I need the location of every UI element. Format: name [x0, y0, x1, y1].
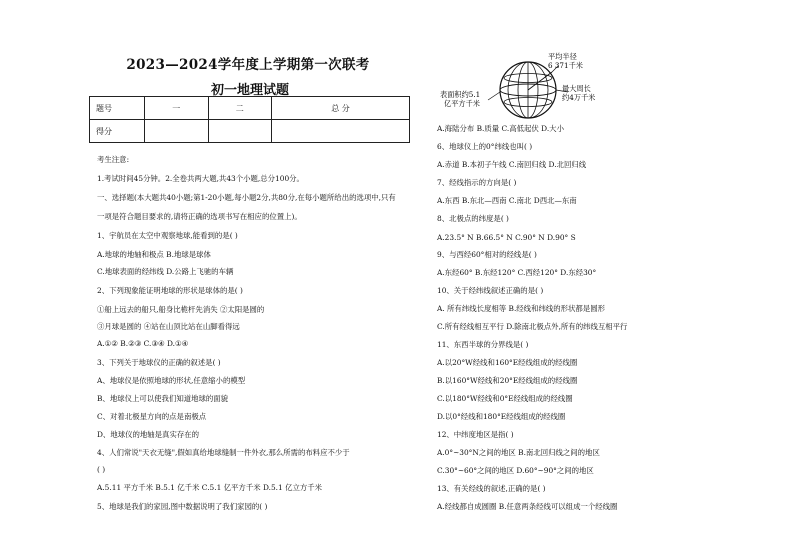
question-line: 1、宇航员在太空中观察地球,能看到的是( ): [97, 231, 238, 240]
option-line: ③月球是圆的 ④站在山顶比站在山脚看得远: [97, 322, 240, 331]
option-line: A.0°~30°N之间的地区 B.南北回归线之间的地区: [437, 448, 600, 457]
option-line: C.以180°W经线和0°E经线组成的经线圈: [437, 394, 573, 403]
question-line: 6、地球仪上的0°纬线也叫( ): [437, 142, 533, 151]
option-line: A.赤道 B.本初子午线 C.南回归线 D.北回归线: [437, 160, 587, 169]
option-line: B、地球仪上可以使我们知道地球的面貌: [97, 394, 229, 403]
radius-value: 6 371千米: [548, 61, 583, 70]
score-cell: 题号: [90, 97, 145, 120]
option-line: A.5.11 平方千米 B.5.1 亿千米 C.5.1 亿平方千米 D.5.1 亿立方千米: [97, 483, 323, 492]
score-cell: 得分: [90, 120, 145, 143]
option-line: A.以20°W经线和160°E经线组成的经线圈: [437, 358, 578, 367]
option-line: A.地球的地轴和极点 B.地球是球体: [97, 250, 211, 259]
exam-subtitle: 初一地理试题: [210, 83, 289, 98]
exam-title: 2023—2024学年度上学期第一次联考: [126, 57, 370, 73]
circumference-value: 约4万千米: [562, 93, 596, 102]
option-line: D.以0°经线和180°E经线组成的经线圈: [437, 412, 566, 421]
option-line: A、地球仪是依照地球的形状,任意缩小的模型: [97, 376, 246, 385]
score-cell: [272, 120, 410, 143]
option-line: A. 所有纬线长度相等 B.经线和纬线的形状都是圆形: [437, 304, 605, 313]
score-cell: [145, 120, 209, 143]
score-table-header-row: [90, 97, 410, 120]
option-line: D、地球仪的地轴是真实存在的: [97, 430, 200, 439]
score-cell: [208, 120, 272, 143]
option-line: A.经线都自成圆圈 B.任意两条经线可以组成一个经线圈: [437, 502, 618, 511]
exam-line: 1.考试时间45分钟。2.全卷共两大题,共43个小题,总分100分。: [97, 174, 304, 183]
option-line: A.东经60° B.东经120° C.西经120° D.东经30°: [437, 268, 597, 277]
question-line: 13、有关经线的叙述,正确的是( ): [437, 484, 546, 493]
radius-label: 平均半径: [548, 52, 577, 61]
score-cell: 二: [208, 97, 272, 120]
score-table: [89, 96, 410, 143]
score-cell: 总 分: [272, 97, 410, 120]
score-cell: 一: [145, 97, 209, 120]
question-line: 11、东西半球的分界线是( ): [437, 340, 529, 349]
option-line: A.23.5° N B.66.5° N C.90° N D.90° S: [437, 233, 576, 242]
exam-line: 一、选择题(本大题共40小题;第1-20小题,每小题2分,共80分,在每小题所给出的选项中,只有: [97, 193, 396, 202]
option-line: B.以160°W经线和20°E经线组成的经线圈: [437, 376, 578, 385]
option-line: A.东西 B.东北—西南 C.南北 D西北—东南: [437, 196, 577, 205]
question-line: 10、关于经纬线叙述正确的是( ): [437, 286, 544, 295]
question-line: ( ): [97, 465, 106, 474]
option-line: C、对着北极星方向的点是南极点: [97, 412, 207, 421]
option-line: C.地球表面的经纬线 D.公路上飞驰的车辆: [97, 267, 234, 276]
question-line: 7、经线指示的方向是( ): [437, 178, 517, 187]
exam-line: 一项是符合题目要求的,请将正确的选项书写在相应的位置上)。: [97, 212, 302, 221]
option-line: ①船上远去的船只,船身比桅杆先消失 ②太阳是圆的: [97, 305, 265, 314]
globe-icon: [488, 62, 568, 118]
option-line: A.海陆分布 B.质量 C.高低起伏 D.大小: [437, 124, 564, 133]
question-line: 8、北极点的纬度是( ): [437, 214, 509, 223]
area-value: 亿平方千米: [444, 99, 480, 108]
question-line: 5、地球是我们的家园,图中数据说明了我们家园的( ): [97, 502, 268, 511]
option-line: C.30°~60°之间的地区 D.60°~90°之间的地区: [437, 466, 594, 475]
question-line: 3、下列关于地球仪的正确的叙述是( ): [97, 358, 221, 367]
question-line: 4、人们常说"天衣无缝",假如真给地球缝制一件外衣,那么所需的布料应不少于: [97, 448, 350, 457]
option-line: C.所有经线相互平行 D.除南北极点外,所有的纬线互相平行: [437, 322, 628, 331]
circumference-label: 最大周长: [562, 84, 591, 93]
option-line: A.①② B.②③ C.③④ D.①④: [97, 339, 189, 348]
exam-line: 考生注意:: [97, 155, 130, 164]
area-label: 表面积约5.1: [440, 90, 481, 99]
question-line: 2、下列现象能证明地球的形状是球体的是( ): [97, 286, 243, 295]
globe-figure: [440, 50, 620, 126]
question-line: 12、中纬度地区是指( ): [437, 430, 514, 439]
score-table-score-row: [90, 120, 410, 143]
question-line: 9、与西经60°相对的经线是( ): [437, 250, 537, 259]
